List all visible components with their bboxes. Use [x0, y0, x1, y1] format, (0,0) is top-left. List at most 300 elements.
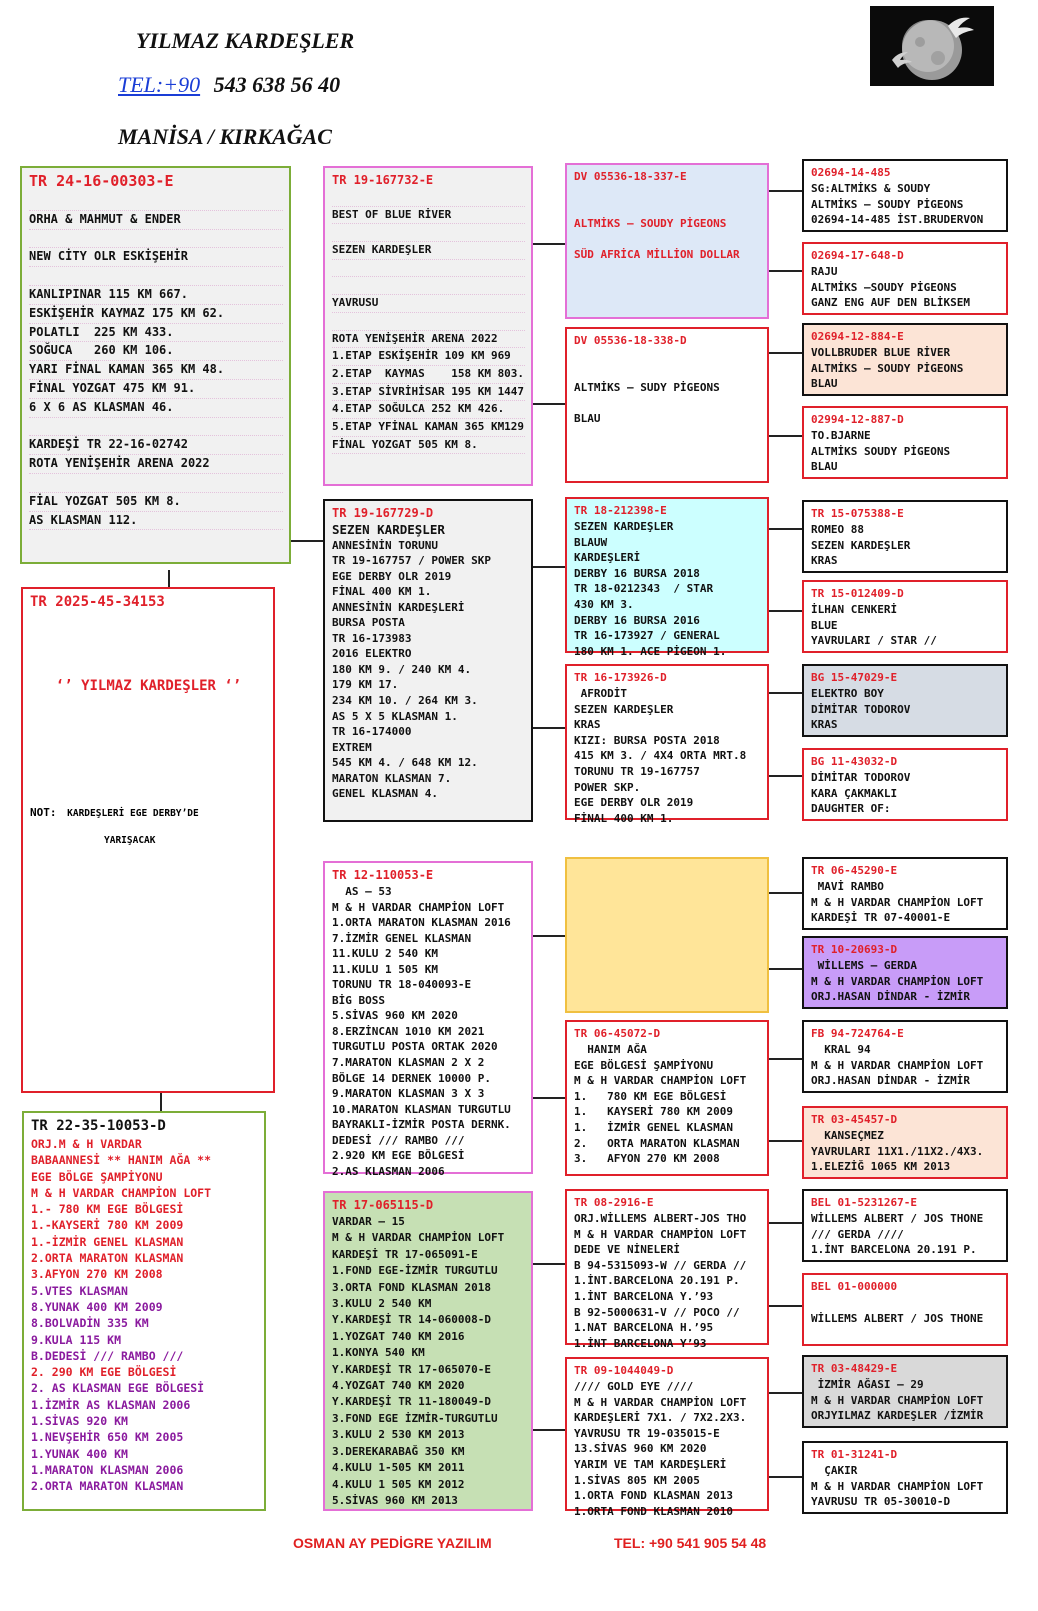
pedigree-line: İLHAN CENKERİ: [811, 603, 898, 616]
pedigree-box: [565, 1189, 769, 1350]
ring-number: TR 06-45072-D: [574, 1027, 661, 1040]
pedigree-line: 4.ETAP SOĞULCA 252 KM 426.: [332, 401, 525, 419]
pedigree-line: 5.ETAP YFİNAL KAMAN 365 KM129: [332, 419, 525, 437]
pedigree-line: WİLLEMS ALBERT / JOS THONE: [811, 1212, 984, 1225]
phone-link[interactable]: TEL:+90: [118, 72, 201, 97]
ring-number: TR 22-35-10053-D: [31, 1118, 166, 1134]
ring-number: TR 01-31241-D: [811, 1448, 898, 1461]
pedigree-line: SEZEN KARDEŞLER: [811, 538, 911, 552]
pedigree-line: ALTMİKS SOUDY PİGEONS: [811, 444, 951, 458]
pedigree-line: 1.-İZMİR GENEL KLASMAN: [31, 1234, 184, 1249]
connector: [769, 528, 802, 530]
ring-number: TR 16-173926-D: [574, 671, 667, 684]
pedigree-line: 545 KM 4. / 648 KM 12.: [332, 756, 478, 770]
pedigree-line: FİNAL 400 KM 1.: [332, 585, 432, 599]
pedigree-line: 2.ETAP KAYMAS 158 KM 803.: [332, 366, 525, 384]
pedigree-line: 1.ORTA FOND KLASMAN 2013: [574, 1489, 733, 1503]
pedigree-line: YAVRULARI 11X1./11X2./4X3.: [811, 1144, 984, 1158]
subject-name: ‘’ YILMAZ KARDEŞLER ‘’: [55, 678, 242, 694]
ring-number: TR 08-2916-E: [574, 1196, 654, 1209]
ring-number: FB 94-724764-E: [811, 1027, 904, 1040]
pedigree-line: ROTA YENİŞEHİR ARENA 2022: [332, 331, 525, 349]
location: MANİSA / KIRKAĞAC: [118, 124, 332, 149]
pedigree-line: M & H VARDAR CHAMPİON LOFT: [811, 1058, 984, 1072]
pedigree-line: RAJU: [811, 265, 838, 278]
pedigree-line: VARDAR – 15: [332, 1215, 405, 1228]
pedigree-line: B 94-5315093-W // GERDA //: [574, 1258, 747, 1272]
pedigree-line: KANSEÇMEZ: [811, 1129, 884, 1142]
pedigree-line: WİLLEMS – GERDA: [811, 959, 917, 972]
pedigree-box: [323, 499, 533, 822]
connector: [533, 403, 565, 405]
pedigree-line: [574, 349, 761, 365]
pedigree-line: ALTMİKS –SOUDY PİGEONS: [811, 280, 957, 294]
pedigree-line: 8.ERZİNCAN 1010 KM 2021: [332, 1024, 485, 1038]
note-label: NOT:: [30, 806, 57, 819]
pedigree-line: 2.AS KLASMAN 2006: [332, 1164, 445, 1178]
pedigree-line: KRAS: [811, 554, 838, 568]
pedigree-line: SG:ALTMİKS & SOUDY: [811, 182, 931, 195]
pedigree-box: [565, 664, 769, 825]
pedigree-box: [802, 242, 1008, 315]
note-text: KARDEŞLERİ EGE DERBY’DE: [67, 808, 199, 819]
pedigree-line: BLAU: [574, 412, 601, 426]
pedigree-line: DERBY 16 BURSA 2018: [574, 566, 700, 580]
connector: [160, 1093, 162, 1111]
pedigree-line: 2.920 KM EGE BÖLGESİ: [332, 1149, 465, 1163]
connector: [769, 435, 802, 437]
pedigree-line: 1.ORTA FOND KLASMAN 2010: [574, 1504, 733, 1518]
pedigree-line: TR 18-0212343 / STAR: [574, 582, 714, 596]
pedigree-box: [565, 497, 769, 658]
pedigree-line: 13.SİVAS 960 KM 2020: [574, 1442, 707, 1456]
pedigree-line: [29, 192, 283, 211]
pedigree-box: [802, 1355, 1008, 1428]
pedigree-line: BLAUW: [574, 535, 608, 549]
pedigree-line: 1.İNT.BARCELONA 20.191 P.: [574, 1274, 740, 1288]
pedigree-line: BURSA POSTA: [332, 616, 405, 630]
pedigree-line: DİMİTAR TODOROV: [811, 702, 911, 716]
pedigree-line: [574, 396, 761, 412]
connector: [533, 1429, 565, 1431]
pedigree-box: [802, 323, 1008, 396]
pedigree-box: [802, 406, 1008, 479]
pedigree-line: Y.KARDEŞİ TR 11-180049-D: [332, 1395, 491, 1409]
pedigree-box: [323, 166, 533, 486]
pedigree-line: YARI FİNAL KAMAN 365 KM 48.: [29, 361, 283, 380]
pedigree-line: TURGUTLU POSTA ORTAK 2020: [332, 1040, 498, 1054]
pedigree-line: 02694-14-485 İST.BRUDERVON: [811, 213, 984, 227]
pedigree-line: TR 16-173927 / GENERAL: [574, 629, 720, 643]
pedigree-line: 3.FOND EGE İZMİR-TURGUTLU: [332, 1411, 498, 1425]
pedigree-line: M & H VARDAR CHAMPİON LOFT: [574, 1395, 747, 1409]
pedigree-line: M & H VARDAR CHAMPİON LOFT: [332, 1231, 505, 1245]
pedigree-line: KARA ÇAKMAKLI: [811, 786, 898, 800]
pedigree-line: 8.YUNAK 400 KM 2009: [31, 1299, 163, 1314]
connector: [769, 610, 802, 612]
pedigree-line: 3.ETAP SİVRİHİSAR 195 KM 1447: [332, 384, 525, 402]
ring-number: 02994-12-887-D: [811, 413, 904, 426]
pedigree-line: ALTMİKS – SOUDY PİGEONS: [574, 217, 727, 231]
pedigree-line: 3.KULU 2 530 KM 2013: [332, 1428, 465, 1442]
pedigree-line: KARDEŞİ TR 17-065091-E: [332, 1247, 478, 1261]
pedigree-box: [802, 748, 1008, 821]
pedigree-line: 2016 ELEKTRO: [332, 647, 412, 661]
pedigree-line: [29, 418, 283, 437]
pedigree-box: [802, 580, 1008, 653]
pedigree-line: [574, 185, 761, 201]
connector: [769, 1392, 802, 1394]
pedigree-line: SOĞUCA 260 KM 106.: [29, 342, 283, 361]
connector: [533, 935, 565, 937]
connector: [533, 1097, 565, 1099]
pedigree-line: [811, 1295, 1000, 1311]
pedigree-line: 1.KONYA 540 KM: [332, 1346, 425, 1360]
pedigree-line: /// GERDA ////: [811, 1227, 904, 1241]
pedigree-line: TORUNU TR 19-167757: [574, 764, 700, 778]
ring-number: TR 19-167732-E: [332, 173, 434, 187]
pedigree-box: [802, 1020, 1008, 1093]
connector: [769, 190, 802, 192]
pedigree-line: YAVRUSU TR 19-035015-E: [574, 1426, 720, 1440]
connector: [769, 270, 802, 272]
pedigree-line: M & H VARDAR CHAMPİON LOFT: [811, 1479, 984, 1493]
ring-number: TR 15-012409-D: [811, 587, 904, 600]
pedigree-line: M & H VARDAR CHAMPİON LOFT: [31, 1185, 212, 1200]
pedigree-line: 1.ETAP ESKİŞEHİR 109 KM 969: [332, 348, 525, 366]
pedigree-line: M & H VARDAR CHAMPİON LOFT: [332, 900, 505, 914]
pedigree-line: M & H VARDAR CHAMPİON LOFT: [811, 974, 984, 988]
pedigree-box: [323, 861, 533, 1178]
pedigree-line: POWER SKP.: [574, 780, 641, 794]
pedigree-line: HANIM AĞA: [574, 1043, 647, 1056]
connector: [769, 1222, 802, 1224]
pedigree-line: 2. AS KLASMAN EGE BÖLGESİ: [31, 1381, 205, 1396]
phone-line: [118, 72, 340, 98]
pedigree-line: TR 16-173983: [332, 631, 412, 645]
pedigree-line: 2. 290 KM EGE BÖLGESİ: [31, 1365, 177, 1380]
ring-number: TR 03-45457-D: [811, 1113, 898, 1126]
pedigree-line: AS – 53: [332, 885, 392, 898]
ring-number: TR 18-212398-E: [574, 504, 667, 517]
pedigree-box: [323, 1191, 533, 1511]
ring-number: DV 05536-18-338-D: [574, 334, 687, 347]
pedigree-line: ANNESİNİN TORUNU: [332, 538, 438, 552]
footer-right: TEL: +90 541 905 54 48: [614, 1535, 767, 1551]
pedigree-line: BİG BOSS: [332, 993, 385, 1007]
pedigree-line: B 92-5000631-V // POCO //: [574, 1305, 740, 1319]
pedigree-line: 1. KAYSERİ 780 KM 2009: [574, 1105, 733, 1119]
pedigree-line: ALTMİKS – SOUDY PİGEONS: [811, 361, 964, 375]
pedigree-line: [332, 313, 525, 331]
connector: [533, 243, 565, 245]
pedigree-line: ORJ.HASAN DİNDAR - İZMİR: [811, 990, 970, 1004]
pedigree-line: 1.ORTA MARATON KLASMAN 2016: [332, 916, 511, 930]
pedigree-line: DAUGHTER OF:: [811, 802, 891, 816]
pedigree-line: KIZI: BURSA POSTA 2018: [574, 733, 720, 747]
pedigree-line: BEST OF BLUE RİVER: [332, 207, 525, 225]
pedigree-line: DİMİTAR TODOROV: [811, 771, 911, 784]
connector: [769, 1140, 802, 1142]
ring-number: TR 12-110053-E: [332, 868, 434, 882]
pedigree-line: ROMEO 88: [811, 523, 864, 536]
pedigree-box: [802, 936, 1008, 1009]
pedigree-line: KARDEŞLERİ 7X1. / 7X2.2X3.: [574, 1411, 747, 1425]
pedigree-line: 3.ORTA FOND KLASMAN 2018: [332, 1280, 491, 1294]
pedigree-line: SEZEN KARDEŞLER: [332, 242, 525, 260]
pedigree-line: 1.NEVŞEHİR 650 KM 2005: [31, 1430, 184, 1445]
pedigree-box: [565, 1020, 769, 1176]
connector: [533, 566, 565, 568]
pedigree-line: YARIM VE TAM KARDEŞLERİ: [574, 1457, 727, 1471]
pedigree-line: NEW CİTY OLR ESKİŞEHİR: [29, 248, 283, 267]
connector: [533, 727, 565, 729]
pedigree-line: GENEL KLASMAN 4.: [332, 787, 438, 801]
pedigree-line: [29, 267, 283, 286]
pedigree-line: BLUE: [811, 618, 838, 632]
pedigree-line: TORUNU TR 18-040093-E: [332, 978, 472, 992]
pedigree-box: [802, 1273, 1008, 1346]
pedigree-line: ORJYILMAZ KARDEŞLER /İZMİR: [811, 1409, 984, 1423]
pedigree-line: 1.-KAYSERİ 780 KM 2009: [31, 1218, 184, 1233]
pedigree-line: BABAANNESİ ** HANIM AĞA **: [31, 1153, 212, 1168]
pigeon-logo: [870, 6, 994, 86]
pedigree-line: İZMİR AĞASI – 29: [811, 1378, 924, 1391]
pedigree-line: TR 19-167757 / POWER SKP: [332, 554, 491, 568]
pedigree-box: [565, 163, 769, 319]
pedigree-line: 7.İZMİR GENEL KLASMAN: [332, 931, 472, 945]
pedigree-box: [565, 857, 769, 1013]
pedigree-line: 180 KM 9. / 240 KM 4.: [332, 662, 472, 676]
pedigree-box: [565, 1357, 769, 1518]
pedigree-line: KRAL 94: [811, 1043, 871, 1056]
pedigree-line: 1.İNT BARCELONA 20.191 P.: [811, 1243, 977, 1257]
pedigree-line: 4.YOZGAT 740 KM 2020: [332, 1379, 465, 1393]
ring-number: 02694-14-485: [811, 166, 891, 179]
pedigree-line: 3.DEREKARABAĞ 350 KM: [332, 1444, 465, 1458]
pedigree-line: 11.KULU 1 505 KM: [332, 962, 438, 976]
pedigree-line: ORHA & MAHMUT & ENDER: [29, 211, 283, 230]
ring-number: BEL 01-000000: [811, 1280, 898, 1293]
pedigree-box: [802, 1106, 1008, 1179]
pedigree-line: 1.SİVAS 920 KM: [31, 1414, 128, 1429]
pedigree-line: [332, 277, 525, 295]
pedigree-line: M & H VARDAR CHAMPİON LOFT: [574, 1074, 747, 1088]
connector: [769, 968, 802, 970]
pedigree-line: [332, 189, 525, 207]
pedigree-box: [802, 159, 1008, 232]
pedigree-line: YAVRUSU TR 05-30010-D: [811, 1495, 951, 1509]
pedigree-box: [802, 500, 1008, 573]
pedigree-line: ANNESİNİN KARDEŞLERİ: [332, 600, 465, 614]
pedigree-line: ROTA YENİŞEHİR ARENA 2022: [29, 455, 283, 474]
pedigree-box: [802, 1189, 1008, 1262]
pedigree-line: 234 KM 10. / 264 KM 3.: [332, 694, 478, 708]
pedigree-line: 2.ORTA MARATON KLASMAN: [31, 1251, 184, 1266]
pedigree-box: [20, 166, 291, 564]
pedigree-line: 4.KULU 1 505 KM 2012: [332, 1477, 465, 1491]
ring-number: TR 06-45290-E: [811, 864, 898, 877]
pedigree-line: 5.VTES KLASMAN: [31, 1283, 128, 1298]
pedigree-line: ELEKTRO BOY: [811, 687, 884, 700]
pedigree-line: 179 KM 17.: [332, 678, 399, 692]
pedigree-line: FİNAL YOZGAT 475 KM 91.: [29, 380, 283, 399]
ring-number: TR 24-16-00303-E: [29, 172, 174, 190]
pedigree-line: 3.KULU 2 540 KM: [332, 1297, 432, 1311]
ring-number: TR 03-48429-E: [811, 1362, 898, 1375]
pedigree-box: [802, 857, 1008, 930]
pedigree-line: [29, 230, 283, 249]
pedigree-line: 7.MARATON KLASMAN 2 X 2: [332, 1056, 485, 1070]
pedigree-line: 1.İNT BARCELONA Y.’93: [574, 1289, 714, 1303]
pedigree-line: ORJ.HASAN DİNDAR - İZMİR: [811, 1074, 970, 1088]
pedigree-line: MARATON KLASMAN 7.: [332, 771, 452, 785]
pedigree-line: EXTREM: [332, 740, 372, 754]
pedigree-line: KARDEŞİ TR 07-40001-E: [811, 911, 951, 925]
ring-number: BG 15-47029-E: [811, 671, 898, 684]
pedigree-line: KANLIPINAR 115 KM 667.: [29, 286, 283, 305]
pedigree-line: EGE DERBY OLR 2019: [332, 569, 452, 583]
pedigree-line: 1.İNT BARCELONA Y’93: [574, 1336, 707, 1350]
pedigree-line: [29, 474, 283, 493]
connector: [533, 1263, 565, 1265]
pedigree-line: 9.MARATON KLASMAN 3 X 3: [332, 1087, 485, 1101]
pedigree-line: BAYRAKLI-İZMİR POSTA DERNK.: [332, 1118, 511, 1132]
pedigree-line: 3.AFYON 270 KM 2008: [31, 1267, 163, 1282]
connector: [769, 352, 802, 354]
pedigree-line: Y.KARDEŞİ TR 14-060008-D: [332, 1313, 491, 1327]
pedigree-line: //// GOLD EYE ////: [574, 1380, 694, 1393]
ring-number: TR 09-1044049-D: [574, 1364, 674, 1377]
ring-number: TR 10-20693-D: [811, 943, 898, 956]
pedigree-line: SEZEN KARDEŞLER: [332, 522, 445, 537]
pedigree-line: YAVRUSU: [332, 295, 525, 313]
pedigree-line: KRAS: [811, 718, 838, 732]
pedigree-line: TO.BJARNE: [811, 429, 871, 442]
pedigree-line: ESKİŞEHİR KAYMAZ 175 KM 62.: [29, 305, 283, 324]
pedigree-line: Y.KARDEŞİ TR 17-065070-E: [332, 1362, 491, 1376]
pedigree-line: KARDEŞİ TR 22-16-02742: [29, 436, 283, 455]
pedigree-line: DEDESİ /// RAMBO ///: [332, 1133, 465, 1147]
pedigree-line: MAVİ RAMBO: [811, 880, 884, 893]
pedigree-line: 1.- 780 KM EGE BÖLGESİ: [31, 1202, 184, 1217]
pedigree-line: 1.İZMİR AS KLASMAN 2006: [31, 1397, 191, 1412]
pedigree-line: GANZ ENG AUF DEN BLİKSEM: [811, 296, 970, 310]
pedigree-line: FİNAL 400 KM 1.: [574, 811, 674, 825]
pedigree-line: [574, 201, 761, 217]
note: [30, 806, 267, 819]
pedigree-line: 180 KM 1. ACE PİGEON 1.: [574, 644, 727, 658]
pedigree-line: EGE BÖLGESİ ŞAMPİYONU: [574, 1058, 714, 1072]
pedigree-line: BÖLGE 14 DERNEK 10000 P.: [332, 1071, 491, 1085]
ring-number: 02694-12-884-E: [811, 330, 904, 343]
pedigree-line: WİLLEMS ALBERT / JOS THONE: [811, 1311, 984, 1325]
pedigree-line: ÇAKIR: [811, 1464, 858, 1477]
pedigree-line: 1.YOZGAT 740 KM 2016: [332, 1329, 465, 1343]
pedigree-line: [574, 365, 761, 381]
pedigree-line: 2. ORTA MARATON KLASMAN: [574, 1136, 740, 1150]
pedigree-line: KARDEŞLERİ: [574, 551, 641, 565]
pedigree-line: 9.KULA 115 KM: [31, 1332, 122, 1347]
pedigree-line: SEZEN KARDEŞLER: [574, 520, 674, 533]
connector: [769, 1058, 802, 1060]
pedigree-line: 1.MARATON KLASMAN 2006: [31, 1462, 184, 1477]
connector: [769, 692, 802, 694]
pedigree-line: ORJ.WİLLEMS ALBERT-JOS THO: [574, 1212, 747, 1225]
note-text-2: YARIŞACAK: [104, 835, 156, 846]
connector: [769, 892, 802, 894]
pedigree-line: 2.ORTA MARATON KLASMAN: [31, 1479, 184, 1494]
ring-number: TR 2025-45-34153: [30, 594, 165, 610]
connector: [769, 1476, 802, 1478]
pedigree-line: BLAU: [811, 377, 838, 391]
connector: [290, 540, 324, 542]
pedigree-line: FİNAL YOZGAT 505 KM 8.: [332, 437, 525, 455]
footer-left: OSMAN AY PEDİGRE YAZILIM: [293, 1535, 492, 1551]
pedigree-line: 11.KULU 2 540 KM: [332, 947, 438, 961]
pedigree-line: AS KLASMAN 112.: [29, 512, 283, 531]
pedigree-line: B.DEDESİ /// RAMBO ///: [31, 1348, 184, 1363]
pedigree-line: 1.YUNAK 400 KM: [31, 1446, 128, 1461]
pedigree-line: VOLLBRUDER BLUE RİVER: [811, 346, 951, 359]
pedigree-line: EGE BÖLGE ŞAMPİYONU: [31, 1169, 163, 1184]
pedigree-box: [22, 1111, 266, 1511]
pedigree-line: SÜD AFRİCA MİLLİON DOLLAR: [574, 248, 740, 262]
phone-number: 543 638 56 40: [213, 72, 341, 97]
pedigree-line: AS 5 X 5 KLASMAN 1.: [332, 709, 458, 723]
pedigree-line: 4.KULU 1-505 KM 2011: [332, 1461, 465, 1475]
ring-number: TR 19-167729-D: [332, 506, 434, 520]
pedigree-line: KRAS: [574, 718, 601, 732]
pedigree-box: [802, 664, 1008, 737]
pedigree-line: [332, 224, 525, 242]
pedigree-line: M & H VARDAR CHAMPİON LOFT: [811, 895, 984, 909]
pedigree-line: ALTMİKS – SOUDY PİGEONS: [811, 197, 964, 211]
pedigree-line: 5.SİVAS 960 KM 2013: [332, 1493, 458, 1507]
connector: [769, 775, 802, 777]
pedigree-line: 1.FOND EGE-İZMİR TURGUTLU: [332, 1264, 498, 1278]
pedigree-box: [565, 327, 769, 483]
pedigree-line: 1. İZMİR GENEL KLASMAN: [574, 1120, 733, 1134]
ring-number: TR 17-065115-D: [332, 1198, 434, 1212]
pedigree-box: [802, 1441, 1008, 1514]
pedigree-line: YAVRULARI / STAR //: [811, 634, 937, 648]
pedigree-line: [574, 232, 761, 248]
connector: [168, 570, 170, 588]
ring-number: BEL 01-5231267-E: [811, 1196, 917, 1209]
pedigree-line: BLAU: [811, 460, 838, 474]
ring-number: TR 15-075388-E: [811, 507, 904, 520]
connector: [769, 1305, 802, 1307]
pedigree-line: ORJ.M & H VARDAR: [31, 1137, 142, 1151]
ring-number: BG 11-43032-D: [811, 755, 898, 768]
pedigree-line: 1.ELEZİĞ 1065 KM 2013: [811, 1160, 951, 1174]
pedigree-line: EGE DERBY OLR 2019: [574, 796, 694, 810]
pedigree-line: TR 16-174000: [332, 725, 412, 739]
pedigree-line: 1.SİVAS 805 KM 2005: [574, 1473, 700, 1487]
pedigree-line: 415 KM 3. / 4X4 ORTA MRT.8: [574, 749, 747, 763]
pedigree-line: 10.MARATON KLASMAN TURGUTLU: [332, 1102, 511, 1116]
pedigree-line: 430 KM 3.: [574, 597, 634, 611]
pedigree-line: 5.SİVAS 960 KM 2020: [332, 1009, 458, 1023]
pedigree-line: ALTMİKS – SUDY PİGEONS: [574, 381, 720, 395]
pedigree-line: M & H VARDAR CHAMPİON LOFT: [574, 1227, 747, 1241]
ring-number: 02694-17-648-D: [811, 249, 904, 262]
breeder-title: YILMAZ KARDEŞLER: [136, 28, 355, 53]
pedigree-line: 1.NAT BARCELONA H.’95: [574, 1321, 714, 1335]
pedigree-line: 1. 780 KM EGE BÖLGESİ: [574, 1089, 727, 1103]
pedigree-line: AFRODİT: [574, 687, 627, 700]
